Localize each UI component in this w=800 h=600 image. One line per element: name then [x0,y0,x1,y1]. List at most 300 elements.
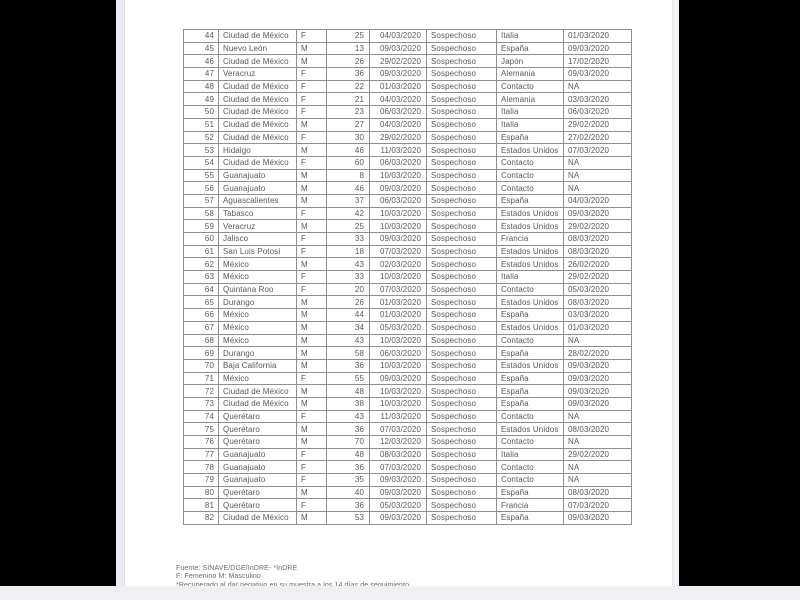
cell: 10/03/2020 [370,271,427,284]
cell: M [297,296,327,309]
cell: España [497,512,564,525]
cell: Ciudad de México [219,30,297,43]
cell: 05/03/2020 [370,499,427,512]
cell: 08/03/2020 [564,245,632,258]
cell: 09/03/2020 [370,512,427,525]
cell: NA [564,461,632,474]
cell: 05/03/2020 [370,321,427,334]
cell: F [297,131,327,144]
cell: 06/03/2020 [370,347,427,360]
cell: Estados Unidos [497,359,564,372]
cell: Sospechoso [427,271,497,284]
cell: 43 [327,334,370,347]
cell: 04/03/2020 [370,30,427,43]
cell: 27/02/2020 [564,131,632,144]
cell: Sospechoso [427,347,497,360]
cell: F [297,283,327,296]
cell: 22 [327,80,370,93]
cell: Querétaro [219,410,297,423]
table-row [184,258,632,271]
cell: Sospechoso [427,258,497,271]
cell: Sospechoso [427,334,497,347]
cell: 06/03/2020 [370,194,427,207]
cell: 01/03/2020 [564,30,632,43]
cell: Ciudad de México [219,106,297,119]
cell: España [497,42,564,55]
cell: Alemania [497,68,564,81]
cell: Italia [497,271,564,284]
cell: 70 [327,436,370,449]
cell: Durango [219,296,297,309]
cell: M [297,436,327,449]
cell: Hidalgo [219,144,297,157]
cell: NA [564,474,632,487]
cell: 77 [184,448,219,461]
cell: 01/03/2020 [370,296,427,309]
cell: 48 [327,385,370,398]
cell: Querétaro [219,436,297,449]
cell: 01/03/2020 [370,309,427,322]
cell: 57 [184,194,219,207]
cell: Estados Unidos [497,220,564,233]
cell: 70 [184,359,219,372]
cell: 59 [184,220,219,233]
cell: 46 [184,55,219,68]
table-row [184,156,632,169]
table-row [184,448,632,461]
table-row [184,271,632,284]
cell: 08/03/2020 [564,423,632,436]
table-row [184,42,632,55]
cell: F [297,93,327,106]
table-row [184,131,632,144]
cell: 80 [184,486,219,499]
cell: Estados Unidos [497,258,564,271]
table-row [184,512,632,525]
cell: 26 [327,296,370,309]
cell: 71 [184,372,219,385]
cell: 08/03/2020 [564,296,632,309]
cell: Sospechoso [427,474,497,487]
cell: Ciudad de México [219,385,297,398]
cell: 50 [184,106,219,119]
cell: 44 [327,309,370,322]
cell: 51 [184,118,219,131]
cell: 64 [184,283,219,296]
cell: México [219,309,297,322]
cell: Sospechoso [427,169,497,182]
cell: 27 [327,118,370,131]
cell: Italia [497,118,564,131]
cell: Francia [497,499,564,512]
footnote-sex-legend: F: Femenino M: Masculino [176,573,261,581]
cell: 10/03/2020 [370,385,427,398]
cell: M [297,321,327,334]
cell: México [219,258,297,271]
cell: Sospechoso [427,156,497,169]
cell: NA [564,80,632,93]
cell: 48 [184,80,219,93]
cell: 49 [184,93,219,106]
cell: 09/03/2020 [564,359,632,372]
table-row [184,347,632,360]
cell: Italia [497,106,564,119]
cell: 76 [184,436,219,449]
cell: M [297,486,327,499]
cell: 04/03/2020 [370,93,427,106]
cell: 65 [184,296,219,309]
cell: Sospechoso [427,309,497,322]
cell: Sospechoso [427,30,497,43]
cell: Contacto [497,334,564,347]
cell: 09/03/2020 [370,68,427,81]
cell: 23 [327,106,370,119]
cell: 52 [184,131,219,144]
cell: M [297,182,327,195]
cell: 18 [327,245,370,258]
table-row [184,436,632,449]
cell: Aguascalientes [219,194,297,207]
cell: España [497,194,564,207]
cell: Sospechoso [427,118,497,131]
cell: 04/03/2020 [370,118,427,131]
cell: Japón [497,55,564,68]
cell: 25 [327,30,370,43]
cell: Sospechoso [427,106,497,119]
bottom-strip [0,586,800,600]
cell: 07/03/2020 [370,461,427,474]
cell: M [297,55,327,68]
table-row [184,321,632,334]
table-row [184,245,632,258]
cell: Contacto [497,410,564,423]
table-row [184,68,632,81]
cell: 30 [327,131,370,144]
cell: Baja California [219,359,297,372]
cell: 35 [327,474,370,487]
cell: Italia [497,30,564,43]
cell: Guanajuato [219,448,297,461]
cell: 60 [184,233,219,246]
cell: Guanajuato [219,169,297,182]
cell: 42 [327,207,370,220]
cell: 8 [327,169,370,182]
cell: Guanajuato [219,182,297,195]
cell: 75 [184,423,219,436]
cell: 03/03/2020 [564,309,632,322]
cell: 21 [327,93,370,106]
cell: 44 [184,30,219,43]
cell: 74 [184,410,219,423]
cell: 04/03/2020 [564,194,632,207]
table-row [184,474,632,487]
cell: 69 [184,347,219,360]
cell: NA [564,410,632,423]
cell: Sospechoso [427,372,497,385]
cell: 53 [184,144,219,157]
cell: Sospechoso [427,283,497,296]
cell: Estados Unidos [497,207,564,220]
cell: Sospechoso [427,512,497,525]
footnote-source: Fuente: SINAVE/DGE/InDRE- *InDRE [176,564,298,572]
table-row [184,106,632,119]
cell: Sospechoso [427,448,497,461]
cell: M [297,194,327,207]
cell: F [297,30,327,43]
cell: 09/03/2020 [564,207,632,220]
cell: 09/03/2020 [564,42,632,55]
cell: 33 [327,271,370,284]
cell: M [297,334,327,347]
cell: Ciudad de México [219,156,297,169]
cell: 07/03/2020 [370,283,427,296]
cell: 10/03/2020 [370,359,427,372]
cell: España [497,385,564,398]
cell: M [297,359,327,372]
cell: Sospechoso [427,385,497,398]
cell: Veracruz [219,68,297,81]
cell: F [297,271,327,284]
cases-table [183,29,632,525]
cell: 29/02/2020 [564,118,632,131]
table-row [184,309,632,322]
table-row [184,55,632,68]
cell: 60 [327,156,370,169]
cell: 47 [184,68,219,81]
cell: 66 [184,309,219,322]
cell: 46 [327,182,370,195]
cell: España [497,372,564,385]
cell: México [219,271,297,284]
cell: F [297,245,327,258]
cell: Estados Unidos [497,423,564,436]
cell: Contacto [497,283,564,296]
cell: F [297,207,327,220]
cell: F [297,80,327,93]
cell: Contacto [497,169,564,182]
cell: 62 [184,258,219,271]
cell: 55 [184,169,219,182]
cell: F [297,474,327,487]
cell: Tabasco [219,207,297,220]
cell: 36 [327,423,370,436]
cell: 55 [327,372,370,385]
cell: 54 [184,156,219,169]
page-edge-left [116,0,125,586]
cell: 09/03/2020 [564,385,632,398]
cell: 17/02/2020 [564,55,632,68]
table-row [184,283,632,296]
cell: M [297,144,327,157]
cell: Sospechoso [427,410,497,423]
cell: Sospechoso [427,220,497,233]
cell: Sospechoso [427,233,497,246]
cell: 10/03/2020 [370,169,427,182]
cell: 09/03/2020 [370,42,427,55]
cell: 26/02/2020 [564,258,632,271]
document-page [116,0,679,586]
cell: 56 [184,182,219,195]
table-row [184,397,632,410]
table-row [184,93,632,106]
cell: F [297,68,327,81]
cell: F [297,156,327,169]
cell: Estados Unidos [497,321,564,334]
cell: 63 [184,271,219,284]
cell: 29/02/2020 [370,55,427,68]
cell: Sospechoso [427,359,497,372]
cell: 09/03/2020 [564,397,632,410]
cell: 02/03/2020 [370,258,427,271]
table-row [184,182,632,195]
cell: 09/03/2020 [370,372,427,385]
cell: Sospechoso [427,321,497,334]
cell: 34 [327,321,370,334]
cell: NA [564,436,632,449]
table-row [184,296,632,309]
cell: NA [564,156,632,169]
cell: M [297,220,327,233]
cell: México [219,372,297,385]
table-row [184,169,632,182]
cell: Contacto [497,474,564,487]
cell: Sospechoso [427,182,497,195]
cell: 09/03/2020 [370,233,427,246]
cell: 01/03/2020 [564,321,632,334]
cell: NA [564,334,632,347]
cell: 29/02/2020 [370,131,427,144]
cell: Ciudad de México [219,397,297,410]
cell: 11/03/2020 [370,144,427,157]
cell: España [497,486,564,499]
cell: Estados Unidos [497,144,564,157]
table-row [184,334,632,347]
cell: M [297,512,327,525]
cell: 29/02/2020 [564,448,632,461]
cell: Contacto [497,436,564,449]
table-row [184,30,632,43]
cell: 07/03/2020 [370,423,427,436]
cell: Italia [497,448,564,461]
cell: 09/03/2020 [370,182,427,195]
cell: Sospechoso [427,423,497,436]
cell: 67 [184,321,219,334]
cell: 58 [184,207,219,220]
cell: Ciudad de México [219,131,297,144]
cell: Sospechoso [427,461,497,474]
table-row [184,461,632,474]
cell: 46 [327,144,370,157]
table-row [184,207,632,220]
cell: Veracruz [219,220,297,233]
cell: Contacto [497,156,564,169]
cell: 45 [184,42,219,55]
cell: 06/03/2020 [370,156,427,169]
cell: Nuevo León [219,42,297,55]
cell: 08/03/2020 [564,486,632,499]
table-row [184,233,632,246]
cell: España [497,309,564,322]
cell: Guanajuato [219,461,297,474]
cell: 10/03/2020 [370,334,427,347]
cell: F [297,410,327,423]
table-row [184,423,632,436]
cell: San Luis Potosí [219,245,297,258]
cell: M [297,42,327,55]
table-row [184,410,632,423]
cell: 08/03/2020 [564,233,632,246]
cell: M [297,309,327,322]
cell: 09/03/2020 [564,512,632,525]
cell: M [297,169,327,182]
cell: 07/03/2020 [370,245,427,258]
cell: NA [564,182,632,195]
cell: 13 [327,42,370,55]
cell: 09/03/2020 [564,372,632,385]
cell: 48 [327,448,370,461]
cell: M [297,397,327,410]
cell: 79 [184,474,219,487]
cell: 29/02/2020 [564,271,632,284]
cell: 36 [327,461,370,474]
cell: 28/02/2020 [564,347,632,360]
cell: 43 [327,410,370,423]
letterbox-right [679,0,800,586]
cell: 78 [184,461,219,474]
cell: Sospechoso [427,436,497,449]
cell: 03/03/2020 [564,93,632,106]
cell: 26 [327,55,370,68]
cell: Sospechoso [427,486,497,499]
cell: Guanajuato [219,474,297,487]
cell: 82 [184,512,219,525]
cell: M [297,118,327,131]
cell: 38 [327,397,370,410]
cell: México [219,334,297,347]
cell: Ciudad de México [219,512,297,525]
cell: 10/03/2020 [370,207,427,220]
table-row [184,359,632,372]
table-row [184,80,632,93]
cell: Sospechoso [427,93,497,106]
cell: 68 [184,334,219,347]
cell: 10/03/2020 [370,397,427,410]
table-row [184,118,632,131]
cell: F [297,233,327,246]
cell: 08/03/2020 [370,448,427,461]
table-row [184,220,632,233]
cell: Sospechoso [427,296,497,309]
cell: Sospechoso [427,499,497,512]
cell: 12/03/2020 [370,436,427,449]
table-row [184,194,632,207]
cell: F [297,499,327,512]
cell: México [219,321,297,334]
cell: 06/03/2020 [564,106,632,119]
cell: F [297,106,327,119]
cell: Ciudad de México [219,118,297,131]
cell: 36 [327,68,370,81]
cell: 81 [184,499,219,512]
cell: 05/03/2020 [564,283,632,296]
cell: 06/03/2020 [370,106,427,119]
cell: 40 [327,486,370,499]
cell: 09/03/2020 [564,68,632,81]
cell: Ciudad de México [219,80,297,93]
cell: 10/03/2020 [370,220,427,233]
cell: F [297,372,327,385]
cell: Sospechoso [427,397,497,410]
